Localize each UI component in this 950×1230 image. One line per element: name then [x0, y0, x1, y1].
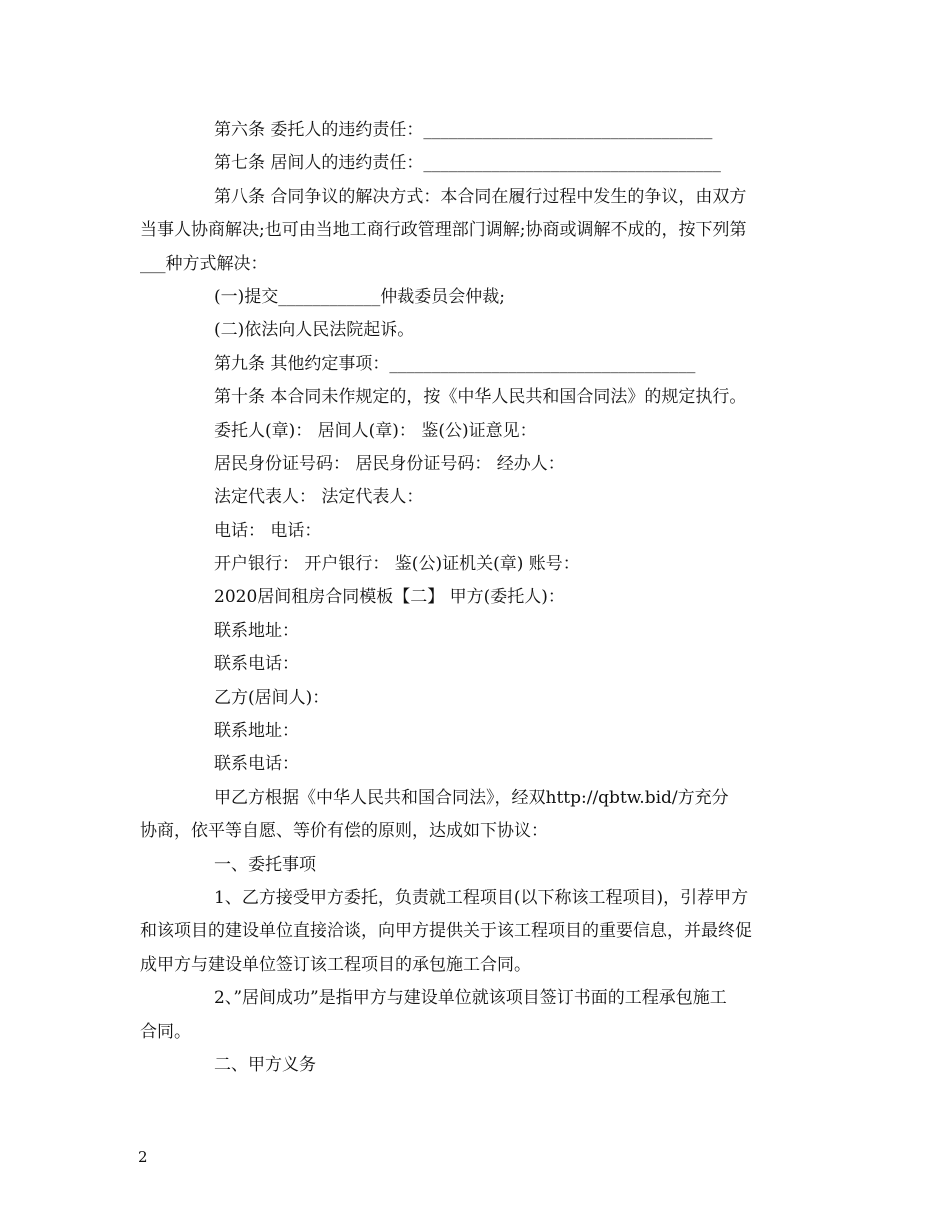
preamble-line-2: 协商，依平等自愿、等价有偿的原则，达成如下协议： [140, 821, 548, 842]
dispute-option-2: (二)依法向人民法院起诉。 [214, 320, 415, 341]
document-body [140, 114, 820, 1082]
signature-row-bank: 开户银行： 开户银行： 鉴(公)证机关(章) 账号： [214, 554, 580, 575]
party-a-phone: 联系电话： [214, 654, 299, 675]
section-1-item-2-line-1: 2、”居间成功”是指甲方与建设单位就该项目签订书面的工程承包施工 [214, 988, 727, 1009]
clause-8-continued-line: 当事人协商解决;也可由当地工商行政管理部门调解;协商或调解不成的，按下列第 [140, 220, 747, 241]
signature-row-seals: 委托人(章)： 居间人(章)： 鉴(公)证意见： [214, 420, 537, 441]
section-2-heading: 二、甲方义务 [214, 1054, 316, 1075]
party-b-address: 联系地址： [214, 721, 299, 742]
clause-7-line: 第七条 居间人的违约责任：___________________________________ [214, 153, 721, 174]
section-1-item-1-line-3: 成甲方与建设单位签订该工程项目的承包施工合同。 [140, 954, 531, 975]
signature-row-representative: 法定代表人： 法定代表人： [214, 487, 424, 508]
clause-8-method-line: ___种方式解决： [140, 253, 268, 274]
party-b-phone: 联系电话： [214, 754, 299, 775]
party-a-address: 联系地址： [214, 620, 299, 641]
clause-6-line: 第六条 委托人的违约责任：__________________________________ [214, 120, 713, 140]
clause-8-line: 第八条 合同争议的解决方式：本合同在履行过程中发生的争议，由双方 [214, 186, 747, 207]
clause-10-line: 第十条 本合同未作规定的，按《中华人民共和国合同法》的规定执行。 [214, 387, 747, 408]
section-1-heading: 一、委托事项 [214, 854, 316, 875]
template-2-heading: 2020居间租房合同模板【二】 甲方(委托人)： [214, 587, 565, 608]
party-b-label: 乙方(居间人)： [214, 687, 330, 708]
section-1-item-2-line-2: 合同。 [140, 1021, 191, 1042]
section-1-item-1-line-1: 1、乙方接受甲方委托，负责就工程项目(以下称该工程项目)，引荐甲方 [214, 887, 749, 908]
signature-row-id: 居民身份证号码： 居民身份证号码： 经办人： [214, 453, 565, 474]
signature-row-phone: 电话： 电话： [214, 520, 322, 541]
dispute-option-1: (一)提交____________仲裁委员会仲裁; [214, 286, 505, 307]
section-1-item-1-line-2: 和该项目的建设单位直接洽谈，向甲方提供关于该工程项目的重要信息，并最终促 [140, 921, 752, 942]
preamble-line-1: 甲乙方根据《中华人民共和国合同法》，经双http://qbtw.bid/方充分 [214, 787, 729, 808]
page-number: 2 [138, 1148, 148, 1166]
clause-9-line: 第九条 其他约定事项：____________________________________ [214, 353, 696, 374]
